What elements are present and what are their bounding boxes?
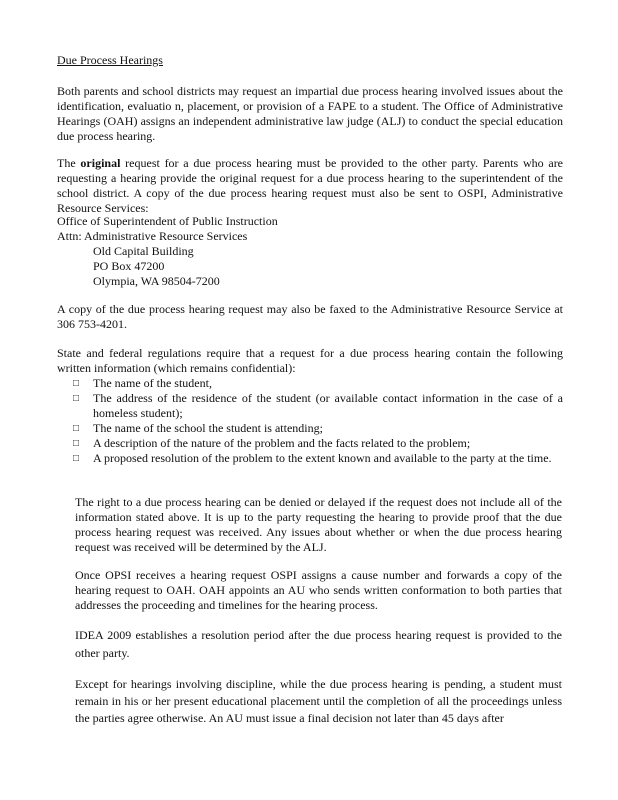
discipline-text: Except for hearings involving discipline, while the due process hearing is pending, a student must remain in his or her present educational placement until the completion of all the proceedings unless the parties agree otherwise. An AU must issue a final decision not later than 45 days after	[75, 677, 562, 725]
original-request-text	[57, 156, 563, 216]
fax-text: A copy of the due process hearing request may also be faxed to the Administrative Resource Service at 306 753-4201.	[57, 302, 563, 331]
checkbox-bullet-icon: □	[73, 423, 80, 434]
address-line-3: Old Capital Building	[93, 244, 194, 258]
requirements-intro-text: State and federal regulations require that a request for a due process hearing contain the following written information (which remains confidential):	[57, 346, 563, 375]
checkbox-bullet-icon: □	[73, 393, 80, 404]
ospi-address	[57, 214, 563, 289]
list-item: □ A description of the nature of the problem and the facts related to the problem;	[73, 436, 471, 450]
paragraph-idea-2009	[75, 626, 562, 662]
paragraph-discipline	[75, 676, 562, 727]
list-item: □ The address of the residence of the student (or available contact information in the case of a homeless student);	[73, 391, 563, 420]
paragraph-original-request	[57, 156, 563, 216]
address-line-2: Attn: Administrative Resource Services	[57, 229, 248, 243]
original-request-lead: The	[57, 156, 76, 170]
paragraph-fax	[57, 302, 563, 332]
checkbox-bullet-icon: □	[73, 438, 80, 449]
address-line-5: Olympia, WA 98504-7200	[93, 274, 220, 288]
right-to-hearing-text: The right to a due process hearing can be denied or delayed if the request does not include all of the information stated above. It is up to the party requesting the hearing to provide proof that the due process hearing request was received. Any issues about whether or when the due process hearing request was received will be determined by the ALJ.	[75, 495, 562, 554]
address-line-1: Office of Superintendent of Public Instruction	[57, 214, 278, 228]
requirements-list	[57, 376, 563, 466]
idea-2009-text: IDEA 2009 establishes a resolution period after the due process hearing request is provided to the other party.	[75, 628, 562, 660]
overview-text: Both parents and school districts may request an impartial due process hearing involved issues about the identification, evaluatio n, placement, or provision of a FAPE to a student. The Office of Administrative Hearings (OAH) assigns an independent administrative law judge (ALJ) to conduct the special education due process hearing.	[57, 84, 563, 143]
paragraph-opsi-process	[75, 568, 562, 613]
address-line-4: PO Box 47200	[93, 259, 165, 273]
original-request-rest: request for a due process hearing must be provided to the other party. Parents who are requesting a hearing provide the original request for a due process hearing to the superintendent of the school district. A copy of the due process hearing request must also be sent to OSPI, Administrative Resource Services:	[57, 156, 564, 215]
checkbox-bullet-icon: □	[73, 453, 80, 464]
opsi-process-text: Once OPSI receives a hearing request OSPI assigns a cause number and forwards a copy of the hearing request to OAH. OAH appoints an AU who sends written conformation to both parties that addresses the proceeding and timelines for the hearing process.	[75, 568, 562, 612]
paragraph-right-to-hearing	[75, 495, 562, 555]
list-item: □ A proposed resolution of the problem to the extent known and available to the party at the time.	[73, 451, 552, 465]
paragraph-overview	[57, 84, 563, 144]
original-emphasis: original	[80, 156, 121, 170]
checkbox-bullet-icon: □	[73, 378, 80, 389]
list-item: □ The name of the student,	[73, 376, 212, 390]
paragraph-requirements-intro	[57, 346, 563, 466]
section-heading: Due Process Hearings	[57, 53, 163, 67]
list-item: □ The name of the school the student is attending;	[73, 421, 323, 435]
